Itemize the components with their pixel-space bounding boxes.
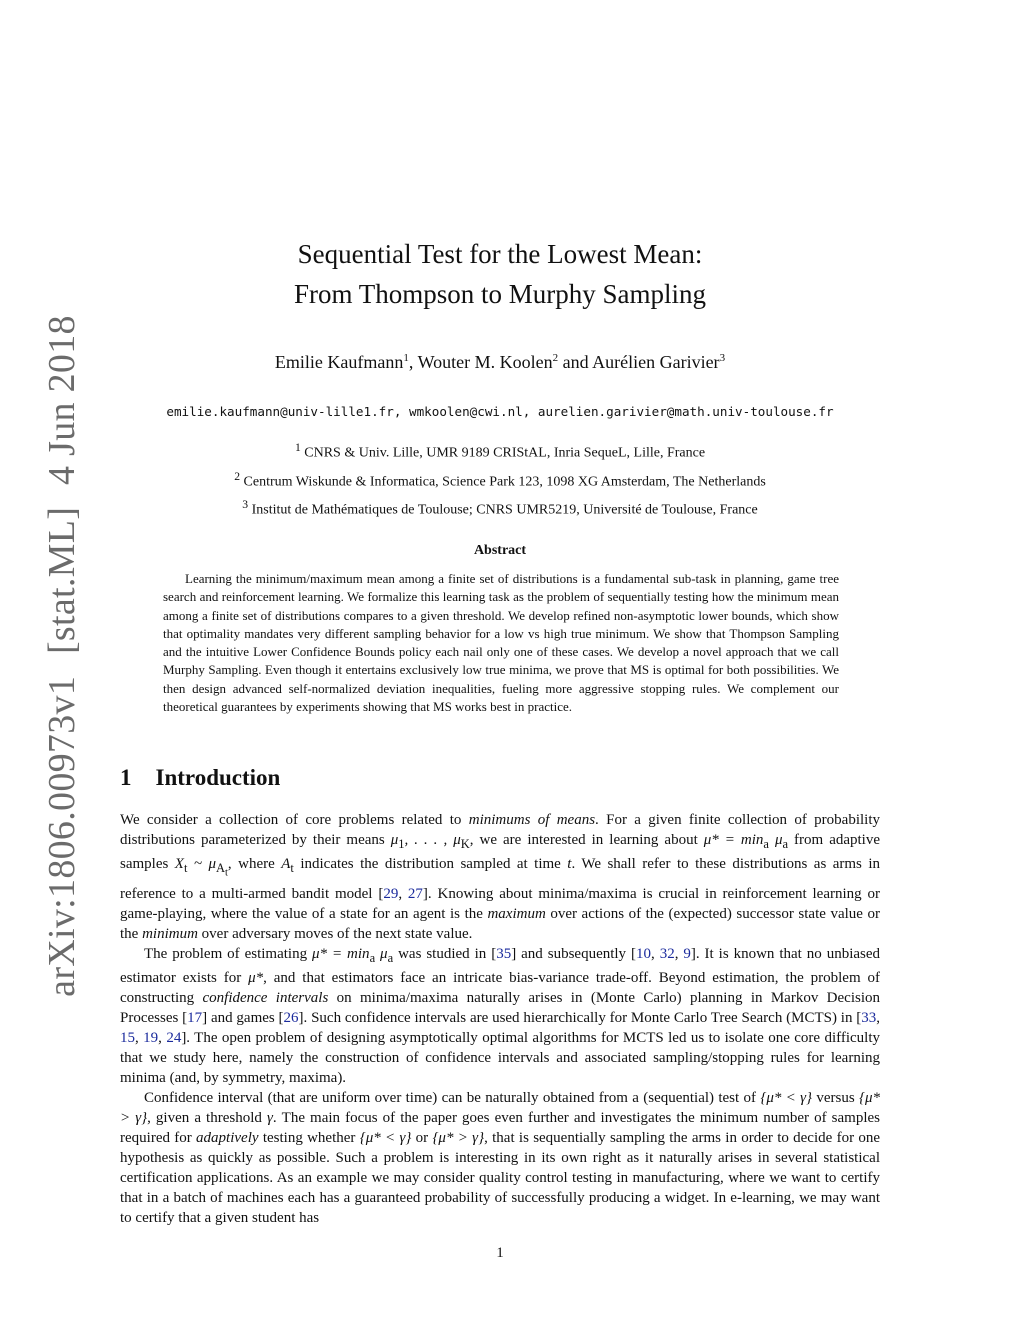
arxiv-category: [stat.ML]	[41, 506, 83, 655]
author-affil-mark: 2	[552, 352, 559, 364]
affiliation-text: Institut de Mathématiques de Toulouse; CNRS UMR5219, Université de Toulouse, France	[251, 502, 758, 518]
citation-link[interactable]: 24	[166, 1029, 182, 1046]
author-list	[150, 352, 850, 373]
affiliation-number: 1	[294, 441, 301, 454]
author-emails[interactable]: emilie.kaufmann@univ-lille1.fr, wmkoolen@cwi.nl, aurelien.garivier@math.univ-toulouse.fr	[166, 404, 834, 419]
paragraph: Confidence interval (that are uniform over time) can be naturally obtained from a (sequential) test of {μ* < γ} versus {μ* > γ}, given a threshold γ. The main focus of the paper goes even further and investigates the minimum number of samples required for adaptively testing whether {μ* < γ} or {μ* > γ}, that is sequentially sampling the arms in order to decide for one hypothesis as quickly as possible. Such a problem is interesting in its own right as it naturally arises in several statistical certification applications. As an example we may consider quality control testing in manufacturing, where we want to certify that in a batch of machines each has a guaranteed probability of successfully producing a widget. In e-learning, we may want to certify that a given student has	[120, 1089, 881, 1226]
citation-link[interactable]: 15	[120, 1029, 135, 1046]
affiliation	[150, 436, 850, 465]
citation-link[interactable]: 19	[143, 1029, 159, 1046]
paragraph: The problem of estimating $\mu* = \min_a \mu_a$ was studied in [35] and subsequently [10, 32, 9]. It is known that no unbiased estimator exists for μ*, and that estimators face an intricate bias-variance trade-off. Beyond estimation, the problem of constructing confidence intervals on minima/maxima naturally arises in (Monte Carlo) planning in Markov Decision Processes [17] and games [26]. Such confidence intervals are used hierarchically for Monte Carlo Tree Search (MCTS) in [33, 15, 19, 24]. The open problem of designing asymptotically optimal algorithms for MCTS led us to isolate one core difficulty that we study here, namely the construction of confidence intervals and associated sampling/stopping rules for learning minima (and, by symmetry, maxima).	[120, 945, 881, 1086]
author-name: Aurélien Garivier	[592, 352, 720, 372]
author-name: Wouter M. Koolen	[417, 352, 553, 372]
author-separator: and	[558, 352, 593, 372]
affiliation-number: 3	[242, 498, 249, 512]
title-line-1: Sequential Test for the Lowest Mean:	[297, 239, 703, 269]
citation-link[interactable]: 9	[683, 945, 691, 962]
citation-link[interactable]: 27	[407, 885, 423, 902]
paragraph: We consider a collection of core problems related to minimums of means. For a given finite collection of probability distributions parameterized by their means $\mu_1$, . . . , $\mu_K$, we are interested in learning about $\mu* = \min_a \mu_a$ from adaptive samples $X_t$ ~ $\mu_{A_t}$, where $A_t$ indicates the distribution sampled at time t. We shall refer to these distributions as arms in reference to a multi-armed bandit model [29, 27]. Knowing about minima/maxima is crucial in reinforcement learning or game-playing, where the value of a state for an agent is the maximum over actions of the (expected) successor state value or the minimum over adversary moves of the next state value.	[120, 812, 881, 942]
abstract-heading: Abstract	[473, 543, 527, 558]
paper-title	[180, 234, 820, 314]
citation-link[interactable]: 32	[659, 945, 675, 962]
title-line-2: From Thompson to Murphy Sampling	[293, 279, 707, 309]
affiliation-text: Centrum Wiskunde & Informatica, Science Park 123, 1098 XG Amsterdam, The Netherlands	[243, 474, 766, 490]
section-title: Introduction	[155, 765, 281, 790]
section-heading	[120, 765, 280, 791]
affiliation-text: CNRS & Univ. Lille, UMR 9189 CRIStAL, Inria SequeL, Lille, France	[304, 445, 706, 461]
affiliation	[150, 465, 850, 494]
citation-link[interactable]: 33	[861, 1009, 877, 1026]
author-name: Emilie Kaufmann	[274, 352, 404, 372]
citation-link[interactable]: 10	[636, 945, 651, 962]
author-affil-mark: 1	[403, 352, 409, 364]
page-number: 1	[496, 1245, 504, 1261]
intro-body	[120, 810, 880, 1228]
author-separator: ,	[408, 352, 418, 372]
abstract-text: Learning the minimum/maximum mean among a finite set of distributions is a fundamental sub-task in planning, game tree search and reinforcement learning. We formalize this learning task as the problem of sequentially testing how the minimum mean among a finite set of distributions compares to a given threshold. We develop refined non-asymptotic lower bounds, which show that optimality mandates very different sampling behavior for a low vs high true minimum. We show that Thompson Sampling and the intuitive Lower Confidence Bounds policy each nail only one of these cases. We develop a novel approach that we call Murphy Sampling. Even though it entertains exclusively low true minima, we prove that MS is optimal for both possibilities. We then design advanced self-normalized deviation inequalities, fueling more aggressive stopping rules. We complement our theoretical guarantees by experiments showing that MS works best in practice.	[163, 571, 839, 715]
affiliation	[150, 493, 850, 522]
citation-link[interactable]: 26	[283, 1009, 299, 1026]
author-affil-mark: 3	[719, 352, 726, 364]
citation-link[interactable]: 29	[383, 885, 399, 902]
arxiv-id[interactable]: arXiv:1806.00973v1	[41, 675, 83, 997]
arxiv-date: 4 Jun 2018	[41, 315, 83, 485]
citation-link[interactable]: 17	[187, 1009, 203, 1026]
affiliation-list	[150, 436, 850, 522]
citation-link[interactable]: 35	[496, 945, 512, 962]
section-number: 1	[120, 765, 132, 790]
affiliation-number: 2	[234, 469, 241, 483]
